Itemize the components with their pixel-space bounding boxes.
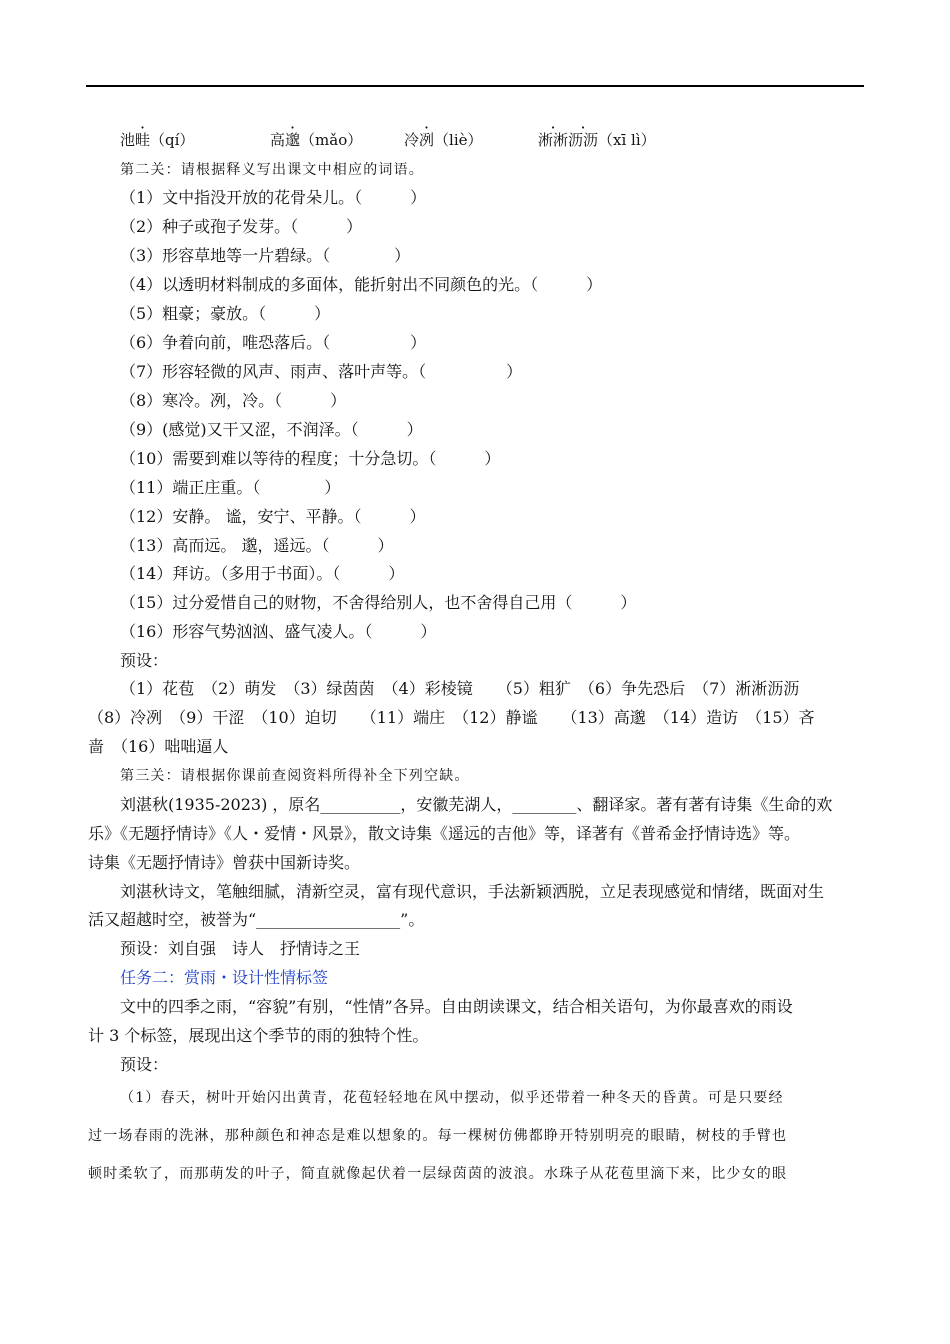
spring-quote: 顿时柔软了，而那萌发的叶子，简直就像起伏着一层绿茵茵的波浪。水珠子从花苞里滴下来，比少女的眼 [88, 1166, 788, 1182]
definition-item: （4）以透明材料制成的多面体，能折射出不同颜色的光。（ ） [120, 275, 603, 294]
definition-item: （5）粗豪；豪放。（ ） [120, 304, 331, 323]
header-rule [86, 85, 864, 87]
bio-paragraph: 乐》《无题抒情诗》《人・爱情・风景》，散文诗集《遥远的吉他》等，译著有《普希金抒情诗选》等。 [88, 824, 801, 843]
task2-intro: 文中的四季之雨，“容貌”有别，“性情”各异。自由朗读课文，结合相关语句，为你最喜欢的雨设 [120, 997, 793, 1016]
task2-title: 任务二：赏雨・设计性情标签 [120, 968, 329, 987]
definition-item: （9）(感觉)又干又涩，不润泽。（ ） [120, 420, 423, 439]
section3-title: 第三关：请根据你课前查阅资料所得补全下列空缺。 [120, 768, 470, 784]
definition-item: （10）需要到难以等待的程度；十分急切。（ ） [120, 449, 501, 468]
task2-intro: 计 3 个标签，展现出这个季节的雨的独特个性。 [88, 1026, 429, 1045]
section2-answers: 啬 （16）咄咄逼人 [88, 737, 229, 756]
definition-item: （11）端正庄重。（ ） [120, 478, 341, 497]
style-paragraph: 刘湛秋诗文，笔触细腻，清新空灵，富有现代意识，手法新颖洒脱，立足表现感觉和情绪，既面对生 [120, 882, 825, 901]
section2-answers: （8）冷冽 （9）干涩 （10）迫切 （11）端庄 （12）静谧 （13）高邈 （14）造访 （15）吝 [88, 708, 815, 727]
definition-item: （12）安静。 谧，安宁、平静。（ ） [120, 507, 426, 526]
definition-item: （16）形容气势汹汹、盛气凌人。（ ） [120, 622, 437, 641]
definition-item: （7）形容轻微的风声、雨声、落叶声等。（ ） [120, 362, 523, 381]
bio-paragraph: 诗集《无题抒情诗》曾获中国新诗奖。 [88, 853, 361, 872]
definition-item: （8）寒冷。冽，冷。（ ） [120, 391, 347, 410]
section2-answers: （1）花苞 （2）萌发 （3）绿茵茵 （4）彩棱镜 （5）粗犷 （6）争先恐后 （7）淅淅沥沥 [120, 679, 800, 698]
pinyin-item: 高邈（mǎo） [270, 131, 363, 149]
spring-quote: （1）春天，树叶开始闪出黄青，花苞轻轻地在风中摆动，似乎还带着一种冬天的昏黄。可是只要经 [120, 1090, 784, 1106]
pinyin-item: 冷冽（liè） [404, 131, 483, 149]
definition-item: （6）争着向前，唯恐落后。（ ） [120, 333, 427, 352]
definition-item: （1）文中指没开放的花骨朵儿。（ ） [120, 188, 427, 207]
definition-item: （15）过分爱惜自己的财物，不舍得给别人，也不舍得自己用（ ） [120, 593, 637, 612]
style-paragraph: 活又超越时空，被誉为“__________________”。 [88, 910, 425, 929]
definition-item: （2）种子或孢子发芽。（ ） [120, 217, 363, 236]
definition-item: （14）拜访。（多用于书面）。（ ） [120, 564, 405, 583]
pinyin-item: 淅淅沥沥（xī lì） [538, 131, 656, 149]
definition-item: （13）高而远。 邈，遥远。（ ） [120, 536, 394, 555]
section3-preset: 预设：刘自强 诗人 抒情诗之王 [120, 939, 361, 958]
pinyin-item: 池畦（qí） [120, 131, 195, 149]
spring-quote: 过一场春雨的洗淋，那种颜色和神态是难以想象的。每一棵树仿佛都睁开特别明亮的眼睛，树枝的手臂也 [88, 1128, 788, 1144]
section2-preset-label: 预设： [120, 651, 169, 670]
bio-paragraph: 刘湛秋(1935-2023) ，原名__________，安徽芜湖人，________、翻译家。著有著有诗集《生命的欢 [120, 795, 833, 814]
section2-title: 第二关：请根据释义写出课文中相应的词语。 [120, 162, 424, 178]
definition-item: （3）形容草地等一片碧绿。（ ） [120, 246, 411, 265]
task2-preset-label: 预设： [120, 1055, 169, 1074]
